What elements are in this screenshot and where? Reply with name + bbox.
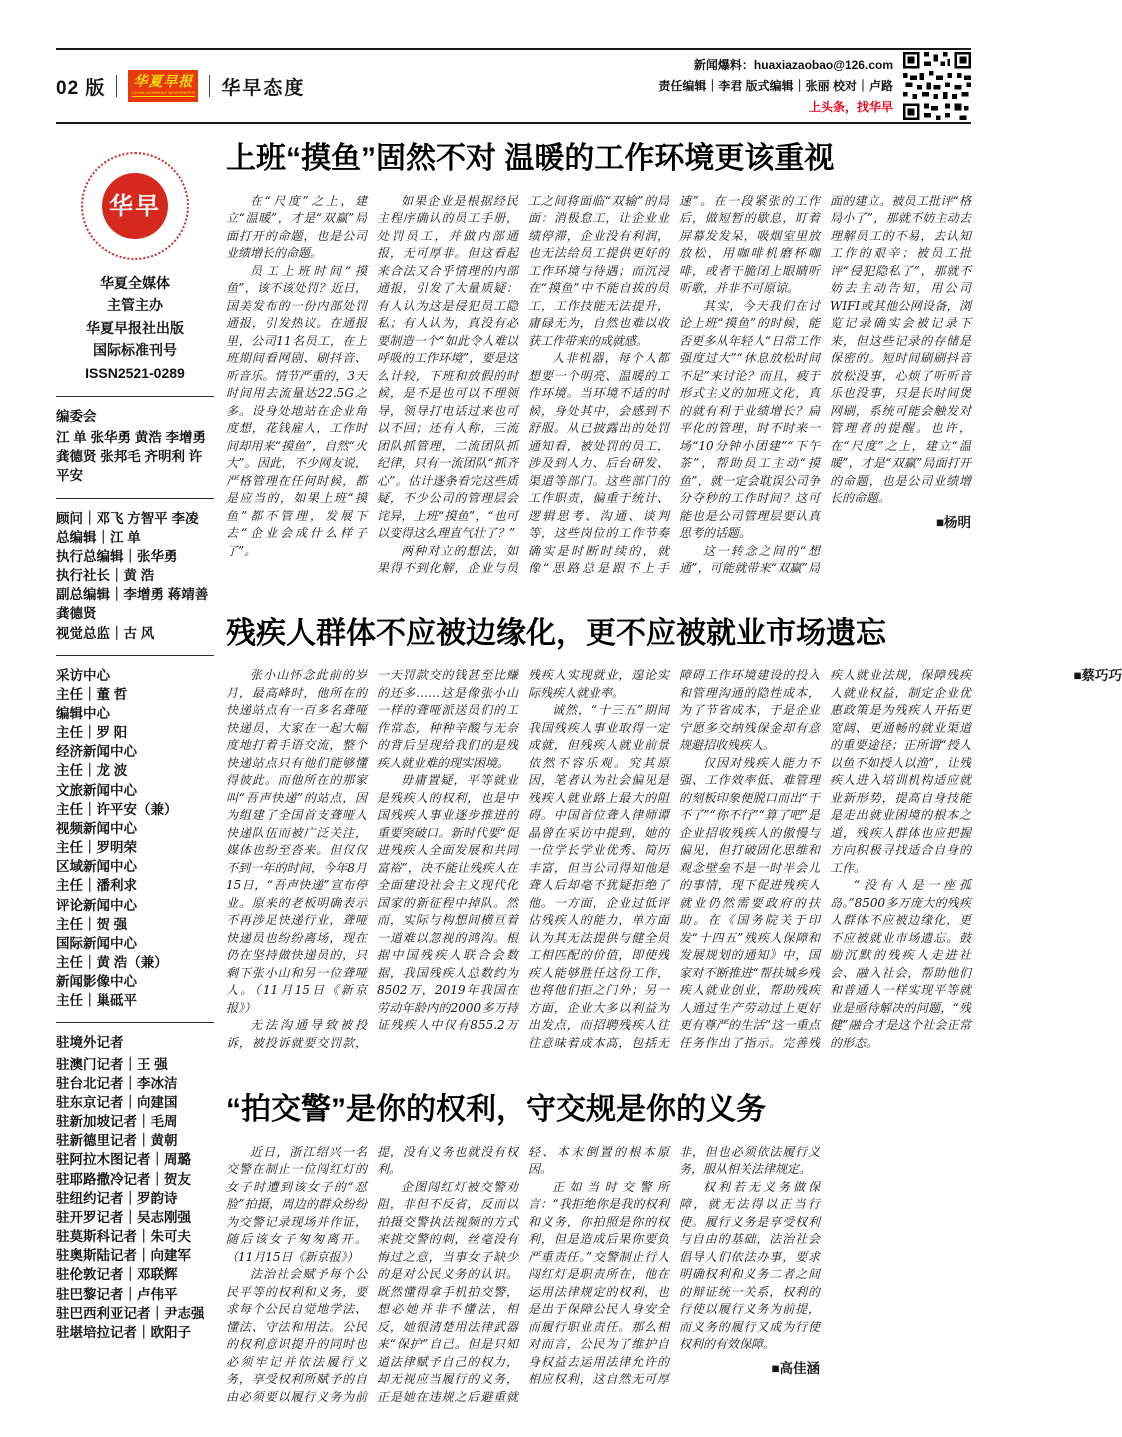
news-center-entry: 编辑中心 — [56, 705, 110, 721]
article-disabled-employment — [226, 616, 1122, 1068]
article-byline: ■杨明 — [935, 514, 971, 530]
page-number: 02 版 — [56, 77, 106, 99]
editorial-committee — [56, 407, 214, 486]
article-traffic-police — [226, 1093, 971, 1412]
news-center-entry: 主任｜罗明荣 — [56, 840, 137, 856]
article-paragraph: 在“尺度”之上，建立“温暖”，才是“双赢”局面打开的命题，也是公司业绩增长的命题。 — [226, 193, 367, 260]
article-paragraph: 近日，浙江绍兴一名交警在制止一位闯红灯的女子时遭到该女子的“怼脸”拍摄，周边的群众纷纷为交警记录现场并作证，随后该女子匆匆离开。（11月15日《新京报》） — [226, 1144, 367, 1264]
news-center-entry: 主任｜黄 浩（兼） — [56, 955, 168, 971]
news-center-entry: 主任｜许平安（兼） — [56, 801, 178, 817]
article-paragraph: “没有人是一座孤岛。”8500多万庞大的残疾人群体不应被边缘化，更不应被就业市场遗忘。鼓励沉默的残疾人走进社会、融入社会，帮助他们和普通人一样实现平等就业是亟待解决的问题，“残健”融合才是这个社会正常的形态。 — [830, 878, 971, 1050]
sidebar-divider — [56, 498, 214, 499]
article-headline: 残疾人群体不应被边缘化，更不应被就业市场遗忘 — [226, 616, 886, 650]
article-paragraph: 如果企业是根据经民主程序确认的员工手册，处罚员工，并做内部通报，无可厚非。但这看起来合法又合乎情理的内部通报，引发了大量质疑：有人认为这是侵犯员工隐私；有人认为，真没有必要制造一个“如此令人难以呼吸的工作环境”，要是这么计较，下班和放假的时候，是不是也可以不理领导，领导打电话过来也可以不回；还有人称，三流团队抓管理，二流团队抓纪律，只有一流团队“抓齐心”。估计逐条看完这些质疑，不少公司的管理层会诧异，上班“摸鱼”，“也可以变得这么理直气壮了？” — [377, 193, 518, 540]
article-moyu — [226, 142, 971, 591]
news-center-entry: 主任｜巢砥平 — [56, 993, 137, 1009]
news-center-entry: 视频新闻中心 — [56, 820, 137, 836]
news-center-entry: 国际新闻中心 — [56, 935, 137, 951]
article-headline: 上班“摸鱼”固然不对 温暖的工作环境更该重视 — [226, 142, 835, 175]
publisher-line: ISSN2521-0289 — [85, 364, 185, 381]
article-byline: ■蔡巧巧 — [1073, 668, 1122, 683]
publisher-line: 主管主办 — [107, 297, 163, 314]
masthead-sidebar — [56, 142, 214, 1412]
article-paragraph: 两种对立的想法，如果得不到化解，企业与员工之间将面临“双输”的局面：消极怠工，让企业业绩停滞，企业没有利润，也无法给员工提供更好的工作环境与待遇；而沉浸在“摸鱼”中不能自拔的员工，工作技能无法提升，庸碌无为，自然也难以收获工作带来的成就感。 — [377, 193, 669, 575]
publisher-line: 华夏早报社出版 — [86, 319, 184, 336]
leadership-entry: 执行总编辑｜张华勇 — [56, 548, 178, 564]
committee-title: 编委会 — [56, 408, 97, 424]
article-body — [226, 667, 1122, 1067]
correspondent-entry: 驻耶路撒冷记者｜贺友 — [56, 1171, 191, 1187]
foreign-correspondents-list — [56, 1055, 214, 1342]
divider — [116, 75, 117, 97]
article-paragraph: 诚然，“十三五”期间我国残疾人事业取得一定成就，但残疾人就业前景依然不容乐观。究其原因，笔者认为社会偏见是残疾人就业路上最大的阻碍。中国首位聋人律师谭晶曾在采访中提到，她的一位学长学业优秀、简历丰富，但当公司得知他是聋人后却毫不犹疑拒绝了他。一方面，企业过低评估残疾人的能力，单方面认为其无法提供与健全员工相匹配的价值，即使残疾人能够胜任这份工作，也将他们拒之门外；另一方面，企业大多以利益为出发点，而招聘残疾人往往意味着成本高，包括无障碍工作环境建设的投入和管理沟通的隐性成本，为了节省成本，于是企业宁愿多交纳残保金却有意规避招收残疾人。 — [528, 668, 820, 1050]
sidebar-divider — [56, 1022, 214, 1023]
publisher-info — [56, 272, 214, 384]
news-center-entry: 新闻影像中心 — [56, 974, 137, 990]
correspondent-entry: 驻阿拉木图记者｜周璐 — [56, 1152, 191, 1168]
article-paragraph: 正如当时交警所言：“我拒绝你是我的权利和义务，你拍照是你的权利，但是造成后果你要负严重责任。”交警制止行人闯红灯是职责所在，他在运用法律规定的权利，也是出于保障公民人身安全而履行职业责任。那么相对而言，公民为了维护自身权益去运用法律允许的相应权利，这自然无可厚非，但也必须依法履行义务，服从相关法律规定。 — [528, 1144, 820, 1386]
news-center-entry: 主任｜董 哲 — [56, 686, 128, 702]
article-paragraph: 企图闯红灯被交警劝阻，非但不反省，反而以拍摄交警执法视频的方式来挑交警的刺，丝毫没有悔过之意，当事女子缺少的是对公民义务的认识。既然懂得拿手机拍交警，想必她并非不懂法，相反，她很清楚用法律武器来“保护”自己。但是只知道法律赋予自己的权力，却无视应当履行的义务，正是她在违规之后避重就轻、本末倒置的根本原因。 — [377, 1144, 669, 1404]
correspondent-entry: 驻纽约记者｜罗韵诗 — [56, 1190, 178, 1206]
editors-line: 责任编辑｜李君 版式编辑｜张丽 校对｜卢路 — [658, 78, 893, 93]
leadership-entry: 顾问｜邓飞 方智平 李凌 — [56, 510, 199, 526]
article-headline: “拍交警”是你的权利，守交规是你的义务 — [226, 1093, 766, 1126]
correspondent-entry: 驻伦敦记者｜邓联辉 — [56, 1267, 178, 1283]
news-center-entry: 主任｜罗 阳 — [56, 725, 128, 741]
leadership-entry: 视觉总监｜古 风 — [56, 625, 155, 641]
correspondent-entry: 驻巴黎记者｜卢伟平 — [56, 1286, 178, 1302]
article-body — [226, 193, 971, 591]
publisher-line: 国际标准刊号 — [93, 342, 177, 359]
leadership-entry: 总编辑｜江 单 — [56, 529, 141, 545]
news-center-entry: 主任｜龙 波 — [56, 763, 128, 779]
newspaper-logo — [128, 70, 198, 102]
seal-ring-icon — [81, 152, 189, 260]
leadership-entry: 执行社长｜黄 浩 — [56, 568, 155, 584]
header-right — [658, 52, 971, 120]
sidebar-divider — [56, 655, 214, 656]
divider — [209, 75, 210, 97]
news-centers-list — [56, 666, 214, 1011]
correspondent-entry: 驻开罗记者｜吴志刚强 — [56, 1209, 191, 1225]
article-paragraph: 法治社会赋予每个公民平等的权利和义务，要求每个公民自觉地学法、懂法、守法和用法。公民的权利意识提升的同时也必须牢记并依法履行义务，享受权利所赋予的自由必须要以履行义务为前提，没有义务也就没有权利。 — [226, 1144, 518, 1404]
foreign-correspondents — [56, 1033, 214, 1342]
sidebar-divider — [56, 396, 214, 397]
header-left — [56, 70, 305, 102]
header-info — [658, 55, 893, 118]
correspondent-entry: 驻新德里记者｜黄朝 — [56, 1133, 178, 1149]
article-paragraph: 权利若无义务做保障，就无法得以正当行使。履行义务是享受权利与自由的基础，法治社会倡导人们依法办事，要求明确权利和义务二者之间的辩证统一关系，权利的行使以履行义务为前提，而义务的履行又成为行使权利的有效保障。 — [679, 1179, 820, 1351]
logo-chinese: 华夏早报 — [133, 74, 194, 90]
page-content — [56, 142, 1122, 1412]
slogan: 上头条，找华早 — [808, 99, 893, 114]
correspondent-entry: 驻台北记者｜李冰洁 — [56, 1075, 178, 1091]
articles-area — [226, 142, 1122, 1412]
article-paragraph: 仅因对残疾人能力不强、工作效率低、难管理的刻板印象便脱口而出“干不了”“你不行”“算了吧”是企业招收残疾人的傲慢与偏见，但打破固化思维和观念壁垒不是一时半会儿的事情，现下促进残疾人就业仍然需要政府的扶助。在《国务院关于印发“十四五”残疾人保障和发展规划的通知》中，国家对不断推进“帮扶城乡残疾人就业创业，帮助残疾人通过生产劳动过上更好更有尊严的生活”这一重点任务作出了指示。完善残疾人就业法规，保障残疾人就业权益，制定企业优惠政策是为残疾人开拓更宽阔、更通畅的就业渠道的重要途径；正所谓“授人以鱼不如授人以渔”，让残疾人进入培训机构适应就业新形势，提高自身技能是走出就业困境的根本之道，残疾人群体也应把握方向积极寻找适合自身的工作。 — [679, 668, 971, 1050]
news-center-entry: 采访中心 — [56, 667, 110, 683]
section-title: 华早态度 — [221, 77, 306, 99]
news-center-entry: 主任｜潘利求 — [56, 878, 137, 894]
page-header — [56, 48, 971, 124]
article-byline: ■高佳涵 — [771, 1360, 820, 1376]
correspondent-entry: 驻莫斯科记者｜朱可夫 — [56, 1229, 191, 1245]
article-body — [226, 1144, 971, 1412]
logo-english: CHINA MORNING NEWSPAPER — [131, 90, 196, 95]
article-paragraph: 员工上班时间“摸鱼”，该不该处罚？近日，国美发布的一份内部处罚通报，引发热议。在通报里，公司11名员工，在上班期间看网剧、刷抖音、听音乐。情节严重的，3天时间用去流量达22.5G之多。设身处地站在企业角度想，花钱雇人，工作时间却用来“摸鱼”，自然“火大”。因此，不少网友说，严格管理在任何时候，都是应当的，如果上班“摸鱼”都不管理，发展下去“企业会成什么样子了”。 — [226, 263, 367, 558]
article-paragraph: 张小山怀念此前的岁月，最高峰时，他所在的快递站点有一百多名聋哑快递员，大家在一起大幅度地打着手语交流，整个快递站点只有他们能够懂得彼此。而他所在的那家叫“吾声快递”的站点，因为组建了全国首支聋哑人快递队伍而被广泛关注，媒体也纷至沓来。但仅仅不到一年的时间，今年8月15日，“吾声快递”宣布停业。原来的老板明确表示不再涉足快递行业，聋哑快递员也纷纷离场，现在仍在坚持做快递员的，只剩下张小山和另一位聋哑人。（11月15日《新京报》） — [226, 668, 367, 1015]
news-center-entry: 区域新闻中心 — [56, 859, 137, 875]
news-hotline: 新闻爆料：huaxiazaobao@126.com — [693, 57, 893, 72]
article-paragraph: 其实，今天我们在讨论上班“摸鱼”的时候，能否更多从年轻人“日常工作强度过大”“休息放松时间不足”来讨论？而且，疲于形式主义的加班文化，真的就有利于业绩增长？扁平化的管理，时不时来一场“10分钟小团建”“下午茶”，帮助员工主动“摸鱼”，就一定会耽误公司争分夺秒的工作时间？这可能也是公司管理层要认真思考的话题。 — [679, 298, 820, 540]
correspondent-entry: 驻新加坡记者｜毛周 — [56, 1114, 178, 1130]
article-paragraph: 毋庸置疑，平等就业是残疾人的权利，也是中国残疾人事业逐步推进的重要突破口。新时代要“促进残疾人全面发展和共同富裕”，决不能让残疾人在全面建设社会主义现代化国家的新征程中掉队。然而，实际与构想间横亘着一道难以忽视的鸿沟。根据中国残疾人联合会数据，我国残疾人总数约为8502万，2019年我国在劳动年龄内的2000多万持证残疾人中仅有855.2万残疾人实现就业，遑论实际残疾人就业率。 — [377, 668, 669, 1032]
committee-members: 江 单 张华勇 黄浩 李增勇 龚德贤 张邦毛 齐明利 许平安 — [56, 430, 207, 484]
news-center-entry: 评论新闻中心 — [56, 897, 137, 913]
article-paragraph: 这一转念之间的“想通”，可能就带来“双赢”局面的建立。被员工批评“格局小了”，那就不妨主动去理解员工的不易，去认知工作的艰辛；被员工批评“侵犯隐私了”，那就不妨去主动告知，用公司WIFI或其他公网设备，浏览记录确实会被记录下来，但这些记录的存储是保密的。短时间刷刷抖音放松没事，心烦了听听音乐也没事，只是长时间煲网刷，系统可能会触发对管理者的提醒。也许，在“尺度”之上，建立“温暖”，才是“双赢”局面打开的命题，也是公司业绩增长的命题。 — [679, 193, 971, 575]
publisher-line: 华夏全媒体 — [100, 275, 170, 291]
news-center-entry: 经济新闻中心 — [56, 744, 137, 760]
correspondent-entry: 驻堪培拉记者｜欧阳子 — [56, 1324, 191, 1340]
article-paragraph: 无法沟通导致被投诉，被投诉就要交罚款，一天罚款交的钱甚至比赚的还多……这是像张小山一样的聋哑派送员们的工作常态，种种辛酸与无奈的背后呈现给我们的是残疾人就业难的现实困境。 — [226, 668, 518, 1050]
article-paragraph: 人非机器，每个人都想要一个明亮、温暖的工作环境。当环境不适的时候，身处其中，会感到不舒服。从已披露出的处罚通知看，被处罚的员工，涉及到人力、后台研发、渠道等部门。这些部门的工作职责，偏重于统计、逻辑思考、沟通、谈判等，这些岗位的工作节奏确实是时断时续的，就像“思路总是跟不上手速”。在一段紧张的工作后，做短暂的歇息，盯着屏幕发发呆，吸烟室里放放松，用咖啡机磨杯咖啡，或者干脆闭上眼睛听听歌，并非不可原谅。 — [528, 193, 820, 575]
correspondent-entry: 驻东京记者｜向建国 — [56, 1094, 178, 1110]
correspondent-entry: 驻巴西利亚记者｜尹志强 — [56, 1305, 205, 1321]
correspondent-entry: 驻奥斯陆记者｜向建军 — [56, 1248, 191, 1264]
leadership-list — [56, 509, 214, 643]
foreign-correspondents-title: 驻境外记者 — [56, 1035, 124, 1051]
seal-text: 华早 — [109, 190, 161, 220]
qr-code-icon — [903, 52, 971, 120]
news-center-entry: 文旅新闻中心 — [56, 782, 137, 798]
news-center-entry: 主任｜贺 强 — [56, 916, 128, 932]
newspaper-seal — [56, 152, 214, 260]
correspondent-entry: 驻澳门记者｜王 强 — [56, 1056, 168, 1072]
leadership-entry: 副总编辑｜李增勇 蒋靖善 龚德贤 — [56, 587, 209, 622]
